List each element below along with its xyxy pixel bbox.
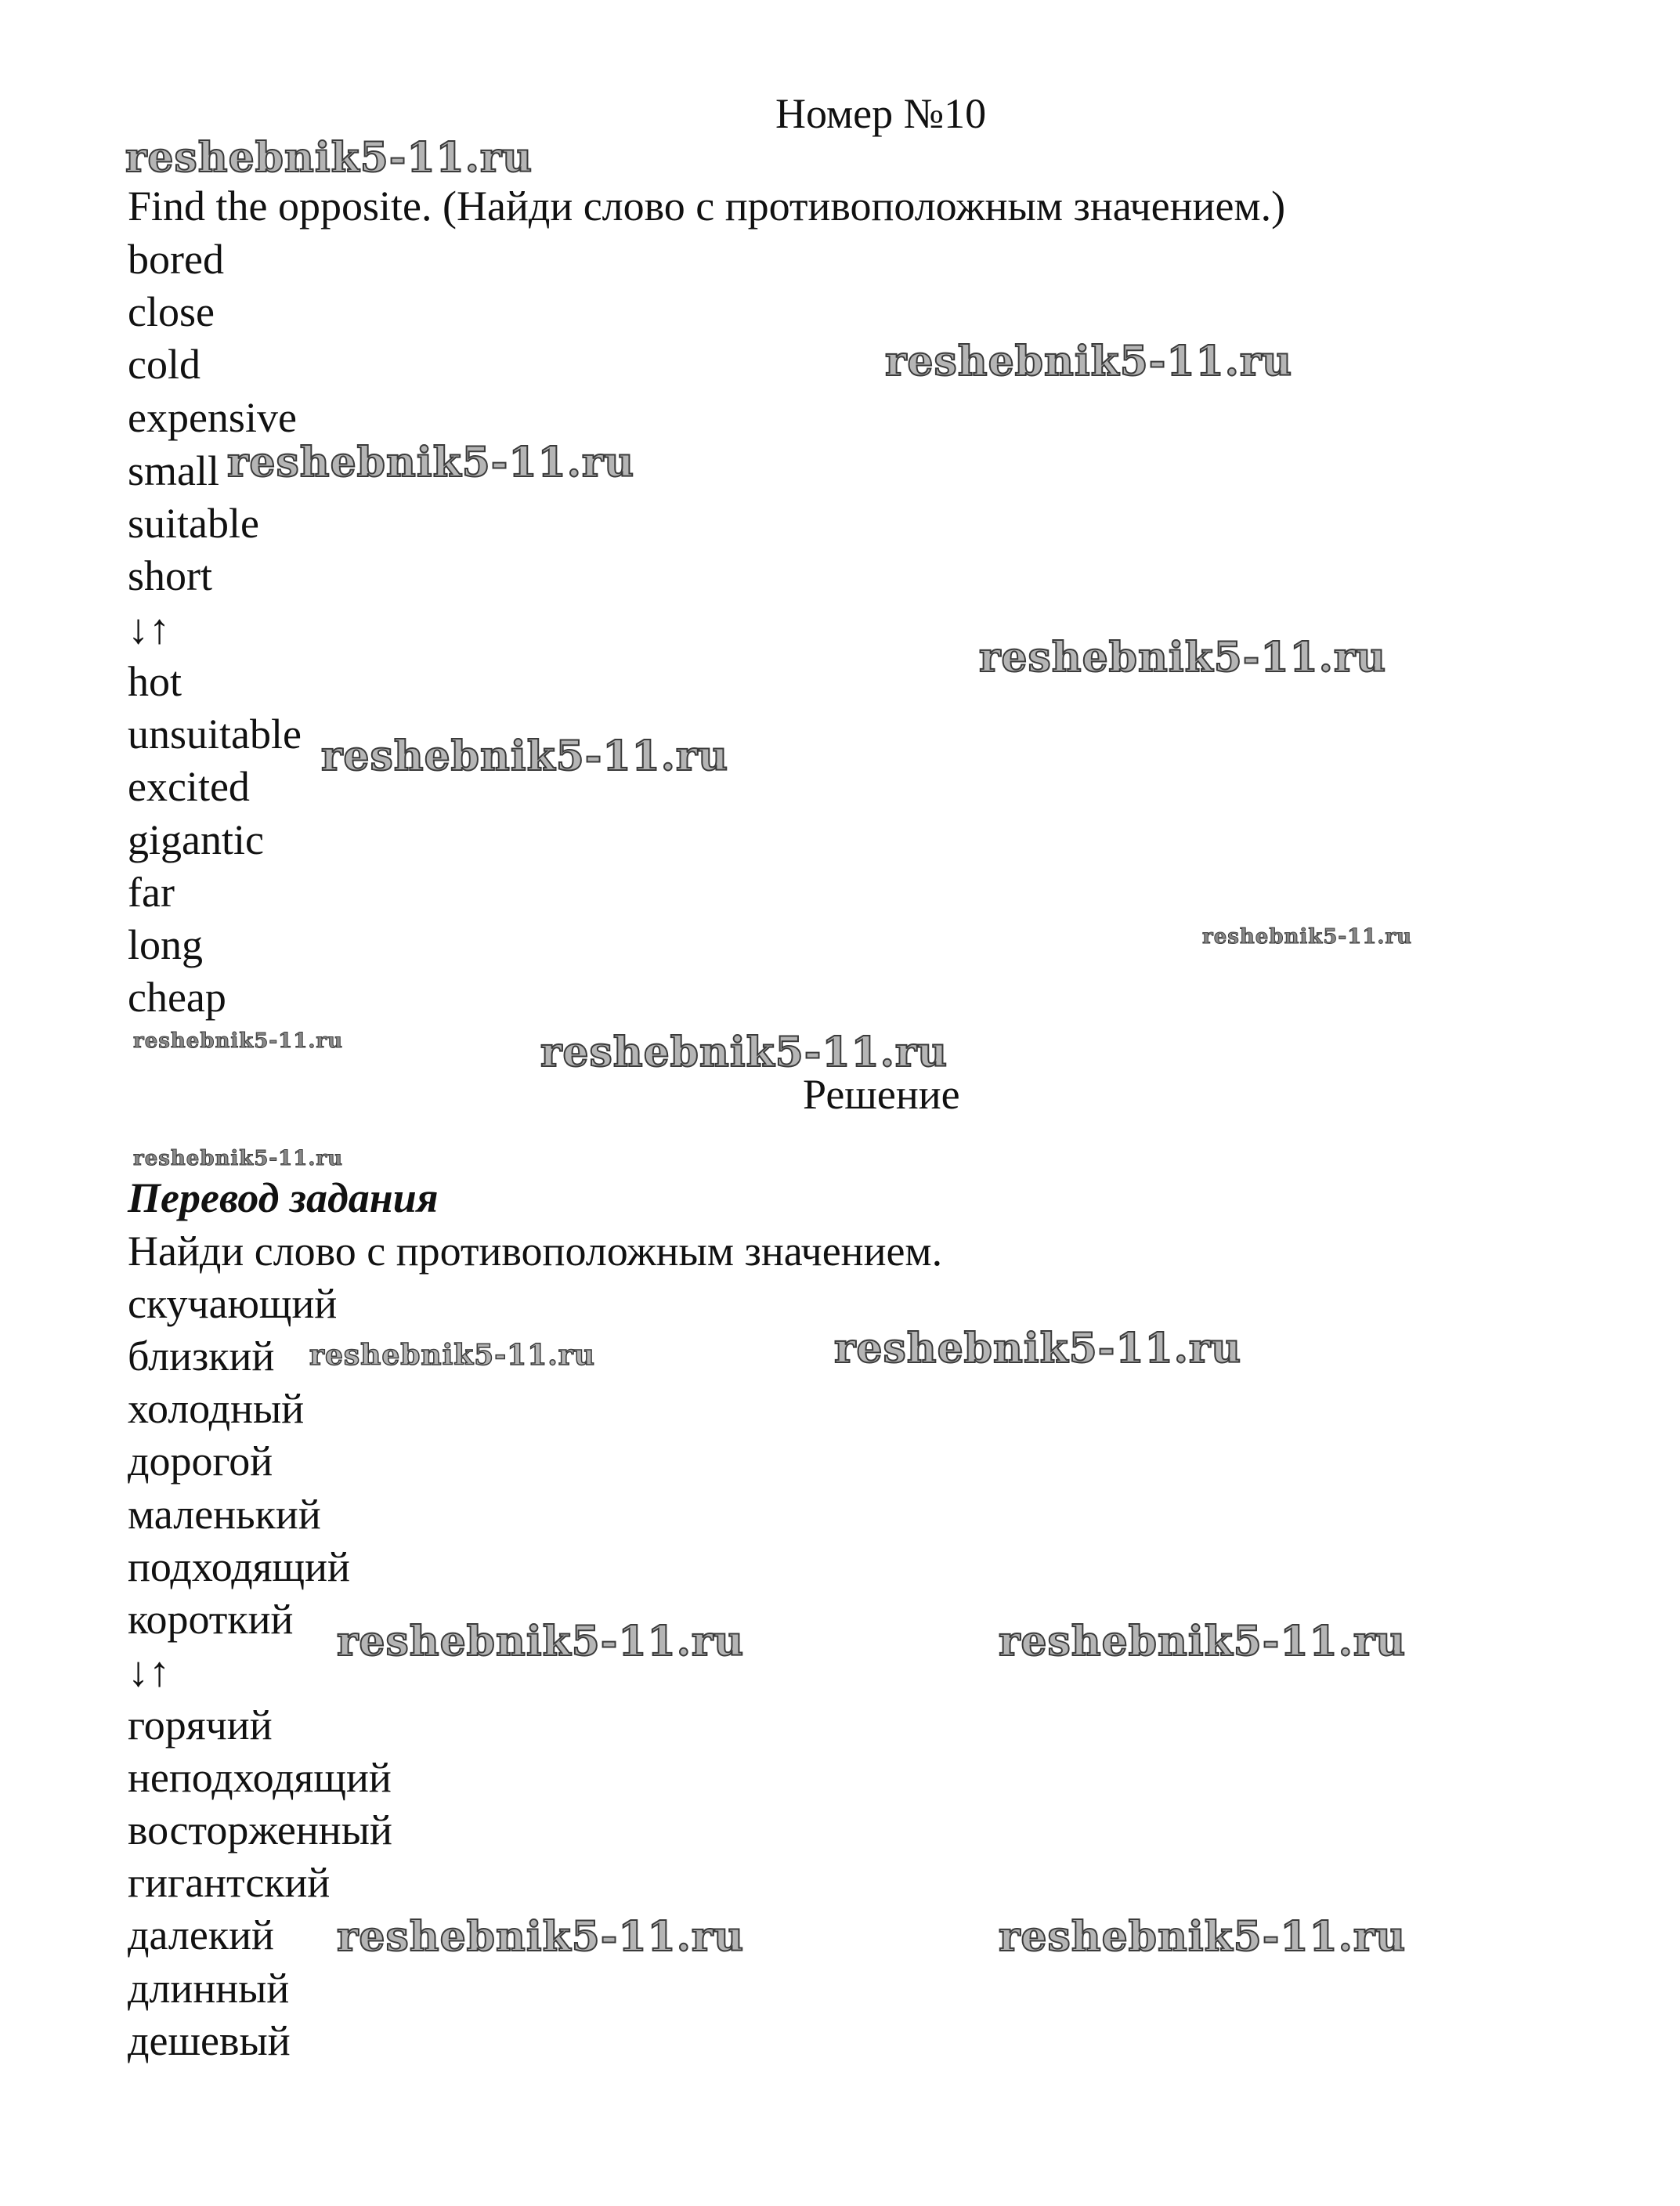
task-word-far: far [128,869,175,916]
translation-heading: Перевод задания [128,1174,439,1221]
task-word-bored: bored [128,236,224,283]
translation-word-11: гигантский [128,1859,331,1906]
translation-word-3: холодный [128,1385,305,1432]
watermark: reshebnik5-11.ru [999,1618,1407,1665]
task-word-long: long [128,921,204,968]
translation-word-7: короткий [128,1596,294,1643]
translation-word-1: скучающий [128,1280,338,1327]
watermark: reshebnik5-11.ru [227,439,635,486]
watermark: reshebnik5-11.ru [979,634,1387,682]
watermark: reshebnik5-11.ru [834,1325,1242,1372]
task-word-expensive: expensive [128,394,297,441]
task-word-excited: excited [128,763,250,810]
task-word-small: small [128,447,219,494]
task-word-unsuitable: unsuitable [128,711,302,758]
translation-word-13: длинный [128,1965,290,2012]
task-word-short: short [128,552,212,599]
translation-word-9: неподходящий [128,1754,392,1801]
translation-word-5: маленький [128,1491,321,1538]
task-word-cold: cold [128,341,201,388]
translation-word-6: подходящий [128,1543,350,1590]
watermark: reshebnik5-11.ru [540,1029,948,1076]
watermark: reshebnik5-11.ru [337,1618,745,1665]
watermark: reshebnik5-11.ru [133,1147,344,1170]
translation-word-10: восторженный [128,1806,392,1853]
page-title: Номер №10 [775,90,987,137]
watermark: reshebnik5-11.ru [337,1913,745,1961]
watermark: reshebnik5-11.ru [125,134,533,182]
watermark: reshebnik5-11.ru [1202,925,1413,949]
task-word-suitable: suitable [128,500,259,547]
watermark: reshebnik5-11.ru [309,1339,595,1372]
translation-word-8: горячий [128,1702,273,1749]
watermark: reshebnik5-11.ru [133,1029,344,1053]
translation-word-2: близкий [128,1333,275,1380]
task-word-cheap: cheap [128,974,226,1021]
translation-arrows: ↓↑ [128,1648,170,1695]
task-arrows: ↓↑ [128,606,170,653]
task-word-close: close [128,288,215,335]
translation-word-14: дешевый [128,2017,291,2064]
translation-instruction: Найди слово с противоположным значением. [128,1228,943,1275]
watermark: reshebnik5-11.ru [321,732,729,780]
solution-label: Решение [803,1071,960,1118]
translation-word-12: далекий [128,1911,274,1958]
task-instruction: Find the opposite. (Найди слово с противоположным значением.) [128,183,1286,230]
task-word-hot: hot [128,658,182,705]
watermark: reshebnik5-11.ru [885,338,1293,385]
task-word-gigantic: gigantic [128,816,264,863]
watermark: reshebnik5-11.ru [999,1913,1407,1961]
translation-word-4: дорогой [128,1438,273,1485]
